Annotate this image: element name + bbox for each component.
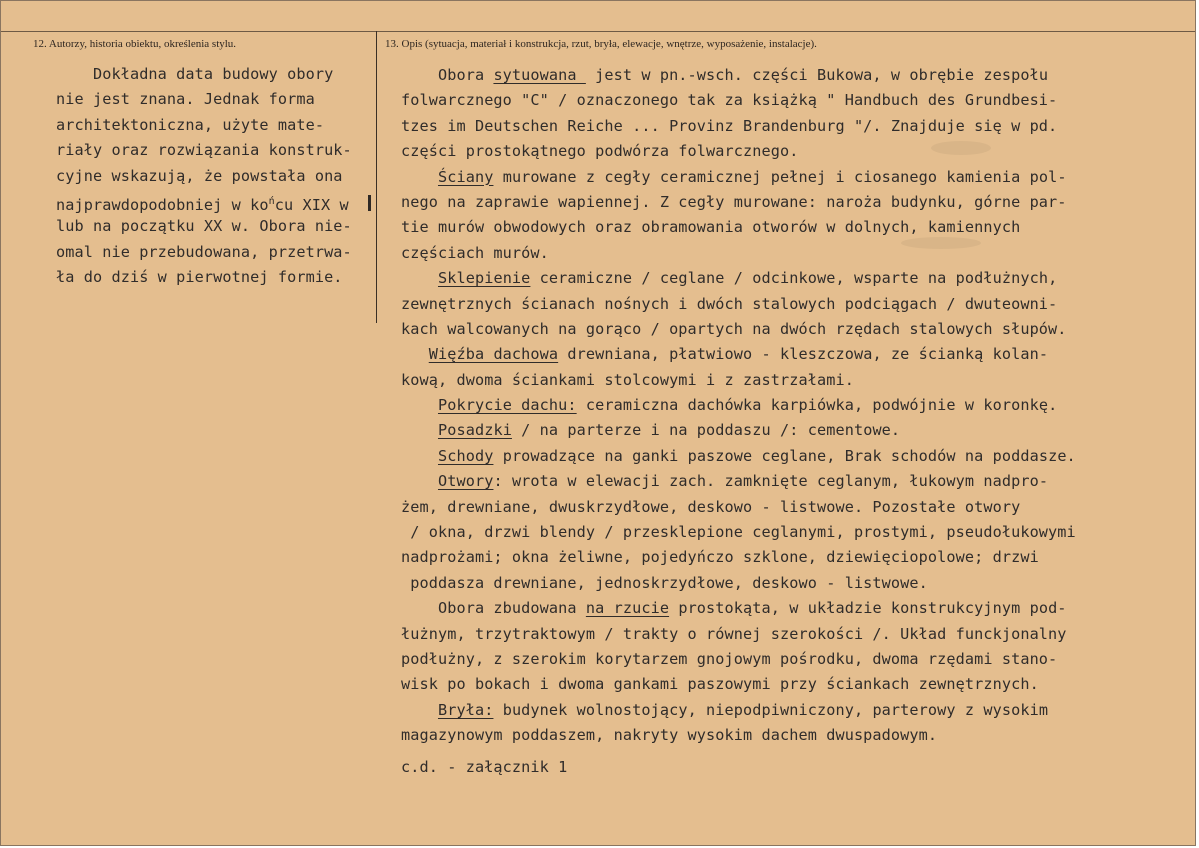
text-run: / na parterze i na poddaszu /: cementowe.: [511, 421, 901, 440]
section-12-header: 12. Autorzy, historia obiektu, określenia stylu.: [33, 38, 237, 50]
superscript-correction: ń: [268, 195, 275, 207]
description-line: [401, 418, 1181, 443]
underlined-term: Otwory: [437, 472, 494, 491]
underlined-term: Sklepienie: [437, 269, 531, 288]
underlined-term: Bryła:: [437, 700, 494, 719]
text-run: magazynowym poddaszem, nakryty wysokim dachem dwuspadowym.: [401, 726, 938, 745]
history-line: [56, 138, 376, 163]
text-run: omal nie przebudowana, przetrwa-: [56, 242, 352, 261]
text-run: [401, 396, 438, 414]
text-run: zewnętrznych ścianach nośnych i dwóch stalowych podciągach / dwuteowni-: [401, 294, 1058, 313]
description-line: [401, 241, 1181, 266]
text-run: ła do dziś w pierwotnej formie.: [56, 268, 343, 287]
description-line: [401, 88, 1181, 113]
section-13-header: 13. Opis (sytuacja, materiał i konstrukcja, rzut, bryła, elewacje, wnętrze, wyposażenie, instalacje).: [385, 38, 817, 50]
description-line: [401, 317, 1181, 342]
description-line: [401, 266, 1181, 291]
description-line: [401, 469, 1181, 494]
text-run: drewniana, płatwiowo - kleszczowa, ze ścianką kolan-: [558, 345, 1049, 364]
text-run: prostokąta, w układzie konstrukcyjnym pod-: [669, 599, 1067, 618]
text-run: najprawdopodobniej w ko: [56, 195, 269, 214]
text-run: cu XIX w: [274, 195, 349, 214]
text-run: kach walcowanych na gorąco / opartych na dwóch rzędach stalowych słupów.: [401, 319, 1067, 338]
history-line: [56, 189, 376, 214]
text-run: [401, 269, 438, 287]
text-run: [401, 472, 438, 490]
text-run: nie jest znana. Jednak forma: [56, 90, 315, 109]
description-line: [401, 190, 1181, 215]
underlined-term: Ściany: [437, 167, 494, 186]
text-run: / okna, drzwi blendy / przesklepione ceglanymi, prostymi, pseudołukowymi: [401, 523, 1076, 542]
description-line: [401, 545, 1181, 570]
text-run: murowane z cegły ceramicznej pełnej i ciosanego kamienia pol-: [493, 167, 1067, 186]
text-run: częściach murów.: [401, 243, 549, 262]
description-line: [401, 393, 1181, 418]
description-text: [401, 63, 1181, 749]
underlined-term: Schody: [437, 446, 494, 465]
text-run: architektoniczna, użyte mate-: [56, 115, 325, 134]
text-run: ceramiczne / ceglane / odcinkowe, wsparte na podłużnych,: [530, 269, 1058, 288]
text-run: [401, 168, 438, 186]
text-run: [401, 345, 429, 363]
description-line: [401, 139, 1181, 164]
history-line: [56, 113, 376, 138]
text-run: części prostokątnego podwórza folwarcznego.: [401, 142, 799, 161]
description-line: [401, 215, 1181, 240]
text-run: poddasza drewniane, jednoskrzydłowe, deskowo - listwowe.: [401, 573, 928, 592]
text-run: riały oraz rozwiązania konstruk-: [56, 141, 352, 160]
text-run: cyjne wskazują, że powstała ona: [56, 166, 343, 185]
text-run: folwarcznego "C" / oznaczonego tak za książką " Handbuch des Grundbesi-: [401, 91, 1058, 110]
description-line: [401, 672, 1181, 697]
description-line: [401, 647, 1181, 672]
text-run: podłużny, z szerokim korytarzem gnojowym pośrodku, dwoma rzędami stano-: [401, 649, 1058, 668]
continuation-note: c.d. - załącznik 1: [401, 758, 568, 776]
description-line: [401, 444, 1181, 469]
history-line: [56, 240, 376, 265]
underlined-term: sytuowana: [493, 66, 586, 84]
text-run: nego na zaprawie wapiennej. Z cegły murowane: naroża budynku, górne par-: [401, 192, 1067, 211]
description-line: [401, 698, 1181, 723]
text-run: Dokładna data budowy obory: [56, 65, 334, 83]
description-line: [401, 165, 1181, 190]
column-divider: [376, 31, 377, 323]
underlined-term: Więźba dachowa: [428, 345, 559, 364]
description-line: [401, 571, 1181, 596]
text-run: lub na początku XX w. Obora nie-: [56, 217, 352, 236]
text-run: łużnym, trzytraktowym / trakty o równej szerokości /. Układ funckjonalny: [401, 624, 1067, 643]
text-run: wisk po bokach i dwoma gankami paszowymi przy ściankach zewnętrznych.: [401, 675, 1039, 694]
history-line: [56, 214, 376, 239]
text-run: tie murów obwodowych oraz obramowania otworów w dolnych, kamiennych: [401, 218, 1021, 237]
description-line: [401, 342, 1181, 367]
text-run: Obora: [401, 66, 494, 84]
text-run: Obora zbudowana: [401, 599, 586, 618]
description-line: [401, 596, 1181, 621]
history-line: [56, 62, 376, 87]
text-run: [401, 701, 438, 719]
text-run: [401, 447, 438, 465]
description-line: [401, 292, 1181, 317]
description-line: [401, 495, 1181, 520]
history-line: [56, 265, 376, 290]
text-run: budynek wolnostojący, niepodpiwniczony, parterowy z wysokim: [493, 700, 1049, 719]
text-run: żem, drewniane, dwuskrzydłowe, deskowo - listwowe. Pozostałe otwory: [401, 497, 1021, 516]
text-run: nadprożami; okna żeliwne, pojedyńczo szklone, dziewięciopolowe; drzwi: [401, 548, 1039, 567]
text-run: prowadzące na ganki paszowe ceglane, Brak schodów na poddasze.: [493, 446, 1076, 465]
description-line: [401, 114, 1181, 139]
history-line: [56, 87, 376, 112]
underlined-term: Pokrycie dachu:: [437, 396, 577, 415]
text-run: kową, dwoma ściankami stolcowymi i z zastrzałami.: [401, 370, 854, 389]
text-run: [401, 421, 438, 439]
text-run: : wrota w elewacji zach. zamknięte ceglanym, łukowym nadpro-: [493, 472, 1049, 491]
text-run: jest w pn.-wsch. części Bukowa, w obrębie zespołu: [585, 66, 1049, 84]
description-line: [401, 368, 1181, 393]
header-rule: [1, 31, 1195, 32]
description-line: [401, 723, 1181, 748]
underlined-term: na rzucie: [585, 599, 670, 618]
underlined-term: Posadzki: [437, 421, 512, 440]
text-run: tzes im Deutschen Reiche ... Provinz Brandenburg "/. Znajduje się w pd.: [401, 116, 1058, 135]
description-line: [401, 622, 1181, 647]
text-run: ceramiczna dachówka karpiówka, podwójnie w koronkę.: [576, 396, 1058, 415]
description-line: [401, 63, 1181, 88]
description-line: [401, 520, 1181, 545]
history-line: [56, 164, 376, 189]
history-text: [56, 62, 376, 291]
